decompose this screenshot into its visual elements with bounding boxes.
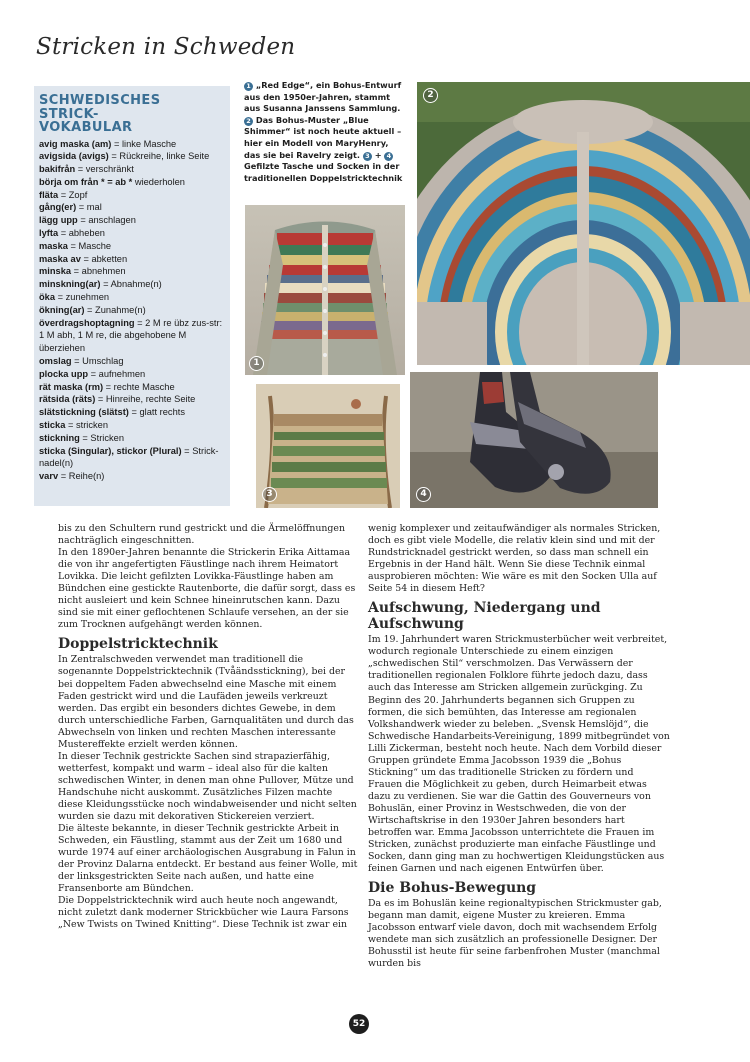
paragraph: In Zentralschweden verwendet man traditionell die sogenannte Doppelstricktechnik (Tvåändsstickning), bei der bei doppeltem Faden abwechselnd eine Masche mit einem Faden gestrickt wird und die Laufäden jeweils verkreuzt werden. Das ergibt ein besonders dichtes Gewebe, in dem durch unterschiedliche Farben, Garnqualitäten und durch das Abwechseln von linken und rechten Maschen interessante Mustereffekte erzielt werden können. (58, 654, 354, 750)
caption-number-2: 2 (244, 117, 253, 126)
vocabulary-entry: maska = Masche (39, 240, 112, 251)
vocabulary-entry: öka = zunehmen (39, 292, 110, 303)
vocabulary-entry: varv = Reihe(n) (39, 471, 105, 482)
vocabulary-entry: stickning = Stricken (39, 432, 124, 443)
body-column-left (58, 523, 358, 932)
vocabulary-box (34, 86, 230, 506)
vocabulary-entry: ökning(ar) = Zunahme(n) (39, 304, 146, 315)
paragraph: Im 19. Jahrhundert waren Strickmusterbücher weit verbreitet, wodurch regionale Unterschiede zu einem einzigen „schwedischen Stil“ verschmolzen. Das Verwässern der traditionellen regionalen Folklore führte jedoch dazu, dass auch das Interesse am Stricken allgemein zurückging. Zu Beginn des 20. Jahrhunderts begannen sich Gruppen zu formen, die sich bemühten, das Interesse am regionalen Volkshandwerk wieder zu beleben. „Svensk Hemslöjd“, die Schwedische Handarbeits-Vereinigung, 1899 mitbegründet von Lilli Zickerman, besteht noch heute. Nach dem Vorbild dieser Gruppen gründete Emma Jacobsson 1939 die „Bohus Stickning“ um das traditionelle Stricken zu fördern und Frauen die Möglichkeit zu geben, durch Heimarbeit etwas dazu zu verdienen. Sie war die Gattin des Gouverneurs von Bohuslän, einer Provinz in Westschweden, die von der Wirtschaftskrise in den 1930er Jahren besonders hart betroffen war. Emma Jacobsson unterrichtete die Frauen im Stricken, zunächst produzierte man einfache Fäustlinge und Socken, dann ging man zu hochwertigen Kleidungstücken aus feinen Garnen und nach eigenen Entwürfen über. (368, 634, 670, 875)
photo-caption: 1 „Red Edge“, ein Bohus-Entwurf aus den 1950er-Jahren, stammt aus Susanna Janssens Sammlung. 2 Das Bohus-Muster „Blue Shimmer“ ist noch heute aktuell – hier ein Modell von MaryHenry, das sie bei Ravelry zeigt. 3 + 4 Gefilzte Tasche und Socken in der traditionellen Doppelstricktechnik (244, 80, 403, 183)
vocabulary-entry: överdragshoptagning = 2 M re übz zus-str: 1 M abh, 1 M re, die abgehobene M überziehen (39, 317, 223, 354)
section-heading-doppelstricktechnik: Doppelstricktechnik (58, 636, 218, 653)
vocabulary-entry: avig maska (am) = linke Masche (39, 138, 177, 149)
vocabulary-entry: maska av = abketten (39, 253, 128, 264)
vocabulary-entry: bakifrån = verschränkt (39, 164, 134, 175)
photo-badge-4: 4 (416, 487, 431, 502)
vocabulary-list (39, 138, 224, 484)
caption-number-4: 4 (384, 152, 393, 161)
vocabulary-entry: lägg upp = anschlagen (39, 215, 136, 226)
photo-felted-bag (256, 384, 400, 508)
page-number: 52 (349, 1014, 369, 1034)
vocabulary-title: SCHWEDISCHES STRICK- VOKABULAR (39, 93, 161, 135)
vocabulary-entry: gång(er) = mal (39, 202, 102, 213)
paragraph: wenig komplexer und zeitaufwändiger als normales Stricken, doch es gibt viele Modelle, die relativ klein sind und mit der Rundstricknadel gestrickt werden, so dass man schnell ein Ergebnis in der Hand hält. Wenn Sie diese Technik einmal ausprobieren möchten: Wie wäre es mit den Socken Ulla auf Seite 54 in diesem Heft? (368, 523, 661, 595)
vocabulary-entry: sticka (Singular), stickor (Plural) = Strick-nadel(n) (39, 445, 219, 469)
vocabulary-entry: sticka = stricken (39, 420, 109, 431)
photo-badge-2: 2 (423, 88, 438, 103)
photo-badge-1: 1 (249, 356, 264, 371)
vocabulary-entry: börja om från * = ab * wiederholen (39, 176, 185, 187)
photo-red-edge-cardigan (245, 205, 405, 375)
paragraph: In dieser Technik gestrickte Sachen sind strapazierfähig, wetterfest, kompakt und warm – ideal also für die kalten schwedischen Winter, in denen man ohne Pullover, Mütze und Handschuhe nicht auskommt. Zusätzliches Filzen machte diese Kleidungsstücke noch windabweisender und nicht selten wurden sie dazu mit dekorativen Stickereien verziert. (58, 750, 357, 823)
vocabulary-entry: avigsida (avigs) = Rückreihe, linke Seite (39, 151, 210, 162)
vocabulary-entry: rätsida (räts) = Hinreihe, rechte Seite (39, 394, 196, 405)
vocabulary-entry: lyfta = abheben (39, 228, 105, 239)
paragraph: Die Doppelstricktechnik wird auch heute noch angewandt, nicht zuletzt dank moderner Strickbücher wie Laura Farsons „New Twists on Twined Knitting“. Diese Technik ist zwar ein (58, 895, 349, 931)
vocabulary-entry: omslag = Umschlag (39, 356, 124, 367)
vocabulary-entry: minska = abnehmen (39, 266, 126, 277)
section-heading-aufschwung: Aufschwung, Niedergang und Aufschwung (368, 600, 601, 633)
paragraph: bis zu den Schultern rund gestrickt und die Ärmelöffnungen nachträglich eingeschnitten. (58, 523, 345, 547)
vocabulary-entry: plocka upp = aufnehmen (39, 368, 146, 379)
photo-badge-3: 3 (262, 487, 277, 502)
caption-number-3: 3 (363, 152, 372, 161)
page-title: Stricken in Schweden (36, 34, 296, 60)
body-column-right (368, 523, 670, 971)
photo-twined-socks (410, 372, 658, 508)
paragraph: Da es im Bohuslän keine regionaltypischen Strickmuster gab, begann man damit, eigene Muster zu kreieren. Emma Jacobsson entwarf viele davon, doch mit wachsendem Erfolg wendete man sich zusätzlich an professionelle Designer. Der Bohusstil ist heute für seine farbenfrohen Muster (manchmal wurden bis (368, 898, 662, 970)
vocabulary-entry: slätstickning (slätst) = glatt rechts (39, 407, 185, 418)
paragraph: In den 1890er-Jahren benannte die Strickerin Erika Aittamaa die von ihr angefertigten Fäustlinge nach ihrem Heimatort Lovikka. Die leicht gefilzten Lovikka-Fäustlinge haben am Bündchen eine gestickte Rautenborte, die dafür sorgt, dass es nicht ausleiert und kein Schnee hineinrutschen kann. Dazu sind sie mit einer geflochtenen Schlaufe versehen, an der sie zum Trocknen aufgehängt werden können. (58, 547, 356, 631)
photo-blue-shimmer-sweater (417, 82, 750, 365)
paragraph: Die älteste bekannte, in dieser Technik gestrickte Arbeit in Schweden, ein Fäustling, stammt aus der Zeit um 1680 und wurde 1974 auf einer archäologischen Ausgrabung in Falun in der Provinz Dalarna entdeckt. Er bestand aus feiner Wolle, mit der linksgestrickten Seite nach außen, und hatte eine Fransenborte am Bündchen. (58, 823, 358, 895)
vocabulary-entry: minskning(ar) = Abnahme(n) (39, 279, 162, 290)
caption-number-1: 1 (244, 82, 253, 91)
section-heading-bohus-bewegung: Die Bohus-Bewegung (368, 880, 537, 897)
vocabulary-entry: rät maska (rm) = rechte Masche (39, 381, 175, 392)
vocabulary-entry: fläta = Zopf (39, 189, 88, 200)
